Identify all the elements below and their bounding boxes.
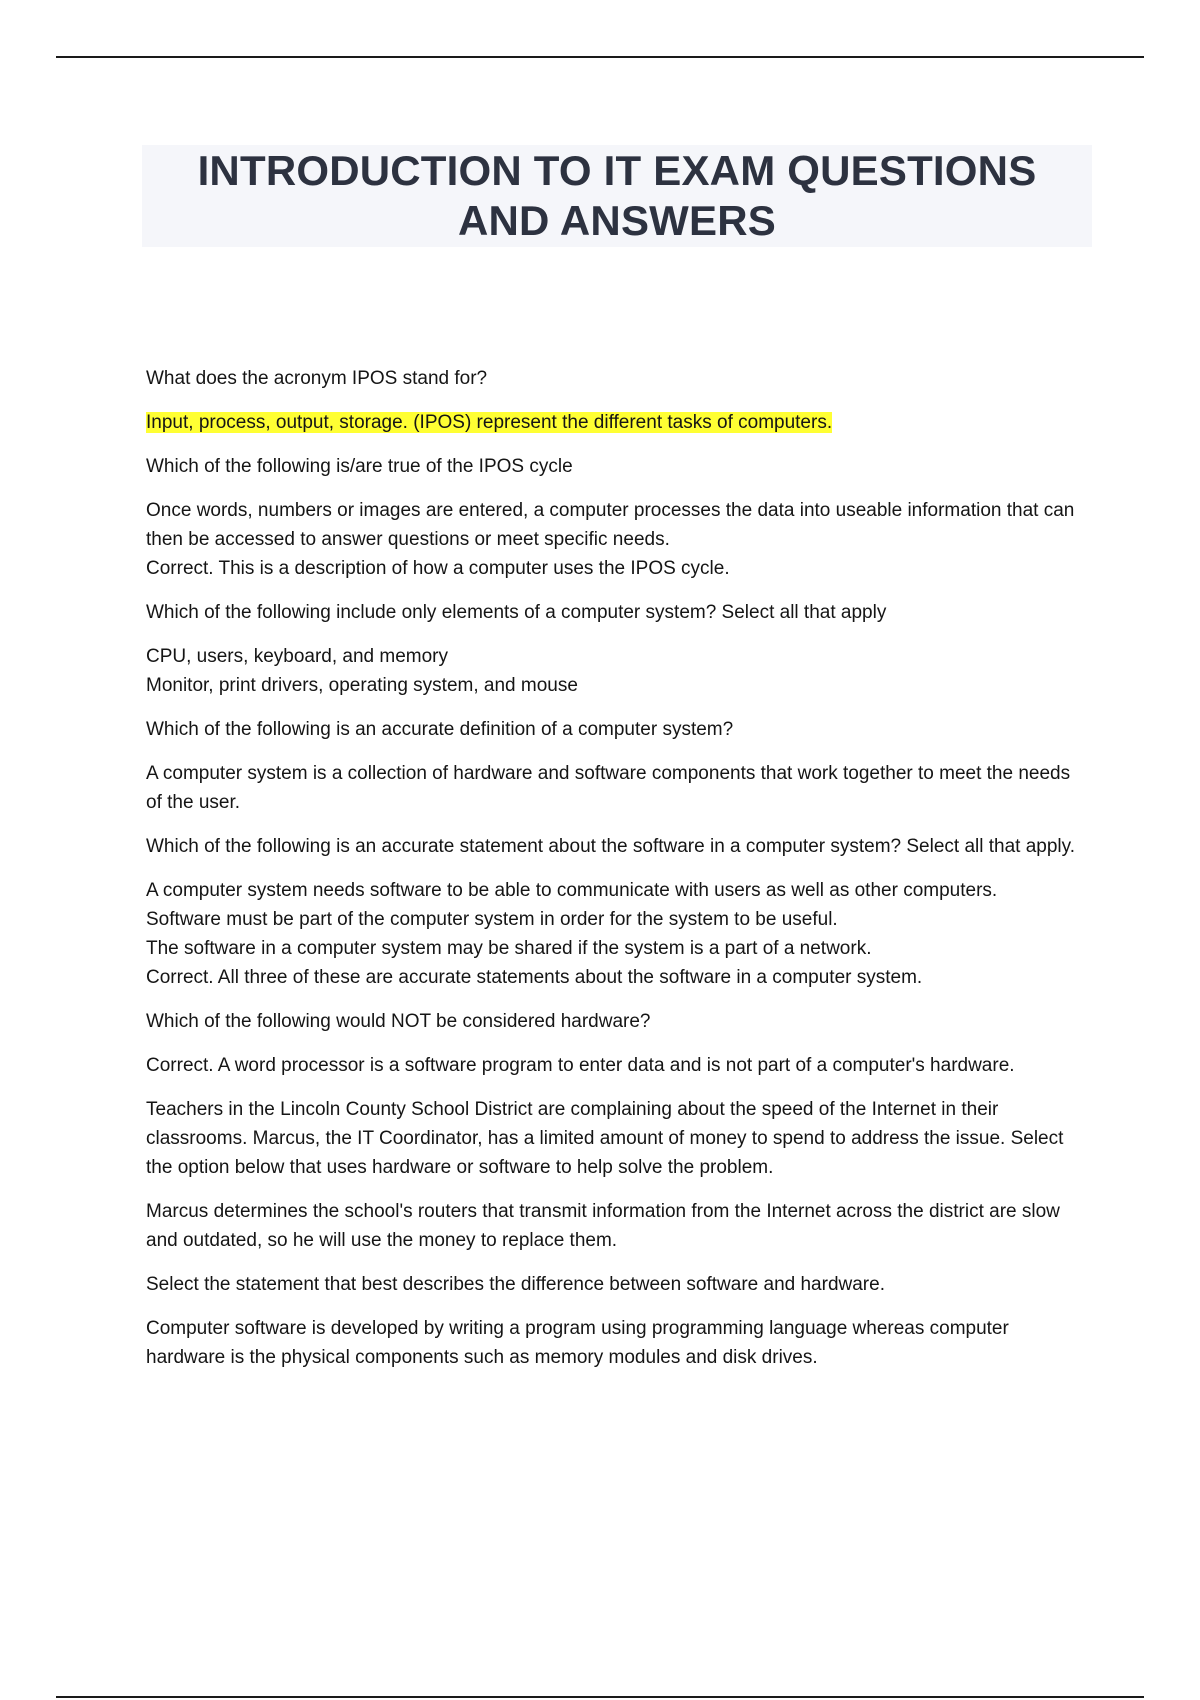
title-line-1: INTRODUCTION TO IT EXAM QUESTIONS xyxy=(197,147,1037,194)
question-8: Select the statement that best describes the difference between software and hardware. xyxy=(146,1274,885,1295)
question-3: Which of the following include only elements of a computer system? Select all that apply xyxy=(146,602,887,623)
answer-2-line-2: Correct. This is a description of how a computer uses the IPOS cycle. xyxy=(146,558,730,579)
answer-1 xyxy=(146,408,1086,437)
answer-5-line-1: A computer system needs software to be able to communicate with users as well as other computers. xyxy=(146,880,998,901)
answer-7: Marcus determines the school's routers that transmit information from the Internet across the district are slow and outdated, so he will use the money to replace them. xyxy=(146,1201,1060,1251)
question-answer-list xyxy=(146,364,1086,1387)
answer-4: A computer system is a collection of hardware and software components that work together to meet the needs of the user. xyxy=(146,763,1071,813)
question-7: Teachers in the Lincoln County School District are complaining about the speed of the Internet in their classrooms. Marcus, the IT Coordinator, has a limited amount of money to spend to address the issue. Select the option below that uses hardware or software to help solve the problem. xyxy=(146,1099,1064,1178)
bottom-rule xyxy=(56,1696,1144,1698)
question-6: Which of the following would NOT be considered hardware? xyxy=(146,1011,651,1032)
answer-5-line-2: Software must be part of the computer system in order for the system to be useful. xyxy=(146,909,838,930)
answer-1-highlighted: Input, process, output, storage. (IPOS) represent the different tasks of computers. xyxy=(146,412,833,433)
answer-3-line-1: CPU, users, keyboard, and memory xyxy=(146,646,449,667)
answer-5-line-3: The software in a computer system may be shared if the system is a part of a network. xyxy=(146,938,872,959)
question-2: Which of the following is/are true of the IPOS cycle xyxy=(146,456,573,477)
answer-5 xyxy=(146,876,1086,992)
answer-8: Computer software is developed by writing a program using programming language whereas computer hardware is the physical components such as memory modules and disk drives. xyxy=(146,1318,1009,1368)
title-banner xyxy=(142,145,1092,247)
answer-2 xyxy=(146,496,1086,583)
question-5: Which of the following is an accurate statement about the software in a computer system? Select all that apply. xyxy=(146,836,1076,857)
top-rule xyxy=(56,56,1144,58)
answer-3-line-2: Monitor, print drivers, operating system, and mouse xyxy=(146,675,578,696)
question-1: What does the acronym IPOS stand for? xyxy=(146,368,488,389)
document-title xyxy=(198,146,1037,246)
answer-3 xyxy=(146,642,1086,700)
title-line-2: AND ANSWERS xyxy=(458,197,776,244)
answer-2-line-1: Once words, numbers or images are entered, a computer processes the data into useable information that can then be accessed to answer questions or meet specific needs. xyxy=(146,500,1075,550)
answer-5-line-4: Correct. All three of these are accurate statements about the software in a computer system. xyxy=(146,967,923,988)
answer-6: Correct. A word processor is a software program to enter data and is not part of a computer's hardware. xyxy=(146,1055,1015,1076)
question-4: Which of the following is an accurate definition of a computer system? xyxy=(146,719,734,740)
